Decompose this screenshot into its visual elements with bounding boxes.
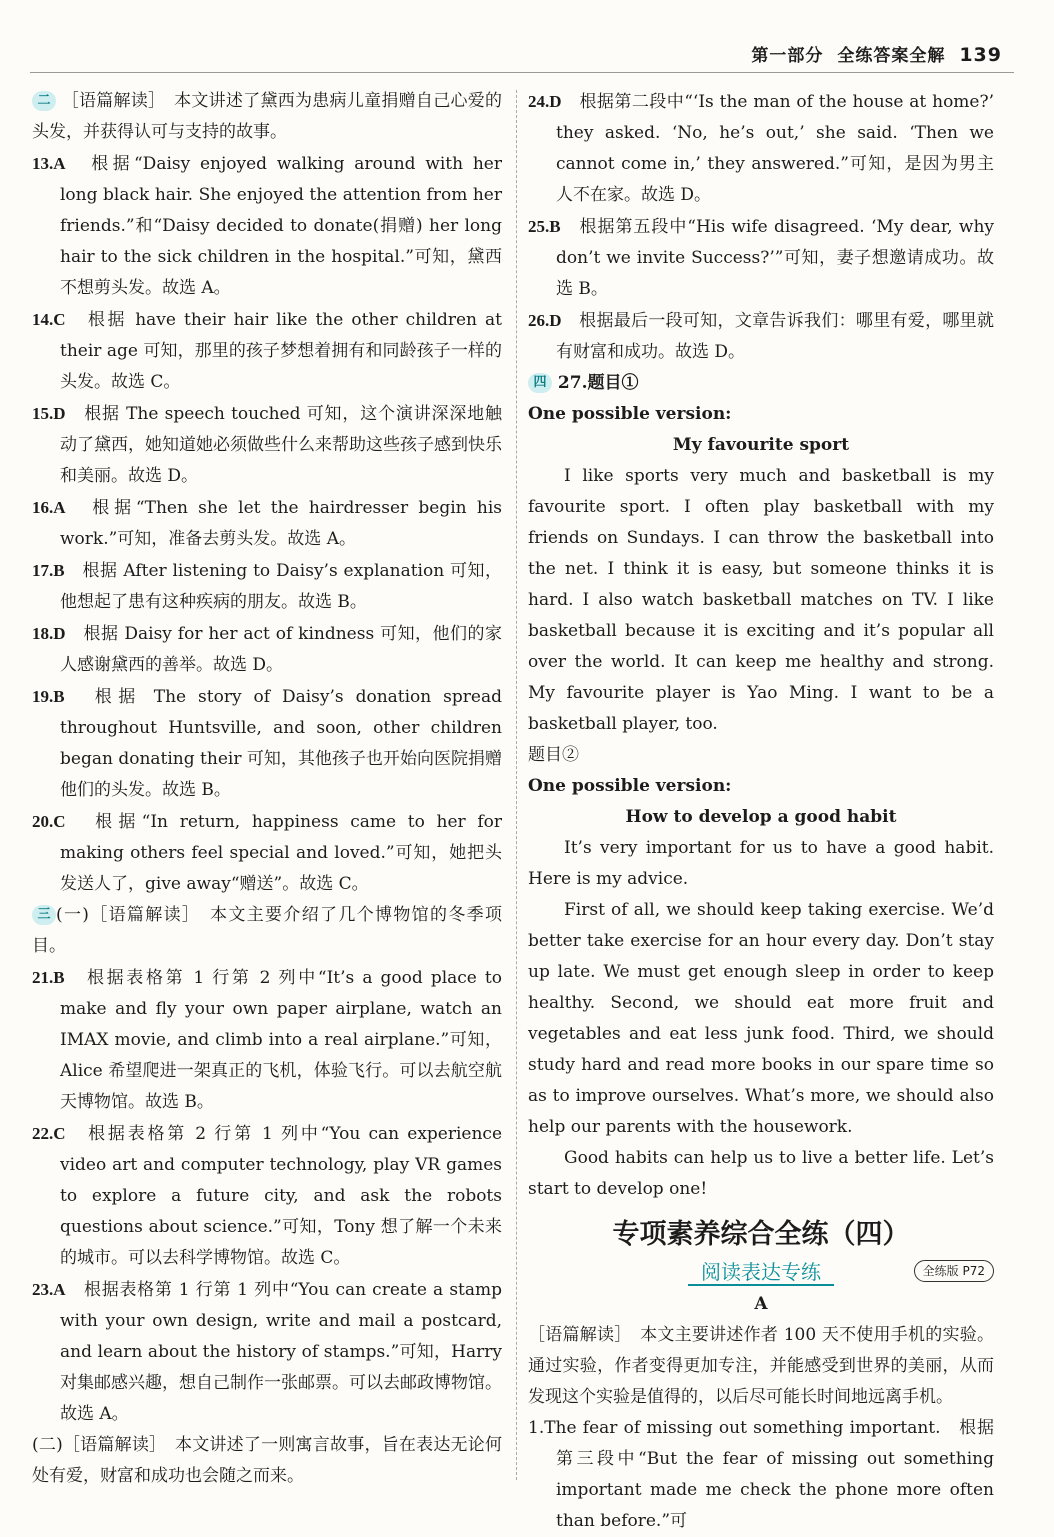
header-part: 第一部分 xyxy=(751,46,824,66)
answer-21: 21.B 根据表格第 1 行第 2 列中“It’s a good place to make and fly your own paper airplane, watch an IMAX movie, and climb into a real airplane.”可知，Alice 希望爬进一架真正的飞机，体验飞行。可以去航空航天博物馆。故选 B。 xyxy=(32,968,503,1112)
section-subtitle: 阅读表达专练 xyxy=(528,1255,994,1289)
version-label-2: One possible version: xyxy=(528,776,732,796)
answer-26: 26.D 根据最后一段可知，文章告诉我们：哪里有爱，哪里就有财富和成功。故选 D。 xyxy=(528,311,995,362)
answer-19: 19.B 根据 The story of Daisy’s donation spread throughout Huntsville, and soon, other children began donating their 可知，其他孩子也开始向医院捐赠他们的头发。故选 B。 xyxy=(32,687,502,800)
section-page-tag: 全练版 P72 xyxy=(914,1260,994,1282)
answer-16: 16.A 根据“Then she let the hairdresser begin his work.”可知，准备去剪头发。故选 A。 xyxy=(32,498,502,549)
section-subtitle-row xyxy=(528,1255,994,1289)
left-column xyxy=(32,86,502,1492)
passage-intro-3: 三 (一)［语篇解读］ 本文主要介绍了几个博物馆的冬季项目。 xyxy=(32,905,502,956)
essay-2-title: How to develop a good habit xyxy=(625,807,897,827)
essay-2-paragraph-3: Good habits can help us to live a better life. Let’s start to develop one! xyxy=(528,1148,994,1199)
answer-20: 20.C 根据“In return, happiness came to her for making others feel special and loved.”可知，她把头发送人了，give away“赠送”。故选 C。 xyxy=(32,812,502,894)
answer-25: 25.B 根据第五段中“His wife disagreed. ‘My dear, why don’t we invite Success?’”可知，妻子想邀请成功。故选 B。 xyxy=(528,217,994,299)
answer-13: 13.A 根据“Daisy enjoyed walking around with her long black hair. She enjoyed the attention from her friends.”和“Daisy decided to donate(捐赠) her long hair to the sick children in the hospital.”可知，黛西不想剪头发。故选 A。 xyxy=(32,154,502,298)
essay-1-title: My favourite sport xyxy=(672,435,850,455)
answer-15: 15.D 根据 The speech touched 可知，这个演讲深深地触动了黛西，她知道她必须做些什么来帮助这些孩子感到快乐和美丽。故选 D。 xyxy=(32,404,502,486)
passage-letter: A xyxy=(754,1294,768,1314)
essay-2-paragraph-2: First of all, we should keep taking exercise. We’d better take exercise for an hour every day. Don’t stay up late. We must get enough sleep in order to keep healthy. Second, we should eat more fruit and vegetables and eat less junk food. Third, we should study hard and read more books in our spare time so as to improve ourselves. What’s more, we should also help our parents with the housework. xyxy=(528,900,994,1137)
section-badge-2: 二 xyxy=(32,91,56,111)
column-divider xyxy=(516,90,517,1480)
section-title: 专项素养综合全练（四） xyxy=(612,1219,910,1250)
essay-2-paragraph-1: It’s very important for us to have a good habit. Here is my advice. xyxy=(528,838,994,889)
topic-2-label: 题目② xyxy=(528,745,579,765)
answer-24: 24.D 根据第二段中“‘Is the man of the house at home?’ they asked. ‘No, he’s out,’ she said. ‘Then we cannot come in,’ they answered.”可知，是因为男主人不在家。故选 D。 xyxy=(528,92,995,205)
passage-a-intro: ［语篇解读］ 本文主要讲述作者 100 天不使用手机的实验。通过实验，作者变得更加专注，并能感受到世界的美丽，从而发现这个实验是值得的，以后尽可能长时间地远离手机。 xyxy=(528,1325,994,1407)
answer-22: 22.C 根据表格第 2 行第 1 列中“You can experience video art and computer technology, play VR games to explore a future city, and ask the robots questions about science.”可知，Tony 想了解一个未来的城市。可以去科学博物馆。故选 C。 xyxy=(32,1124,503,1268)
section-badge-3: 三 xyxy=(32,905,56,925)
answer-23: 23.A 根据表格第 1 行第 1 列中“You can create a stamp with your own design, write and mail a postcard, and learn about the history of stamps.”可知，Harry 对集邮感兴趣，想自己制作一张邮票。可以去邮政博物馆。故选 A。 xyxy=(32,1280,503,1424)
page-number: 139 xyxy=(959,44,1002,66)
passage-intro-2: 二 ［语篇解读］ 本文讲述了黛西为患病儿童捐赠自己心爱的头发，并获得认可与支持的故事。 xyxy=(32,91,503,142)
header-title: 全练答案全解 xyxy=(837,46,946,66)
essay-1-paragraph: I like sports very much and basketball is my favourite sport. I often play basketball with my friends on Sundays. I can throw the basketball into the net. I think it is easy, but someone thinks it is hard. I also watch basketball matches on TV. I like basketball because it is exciting and it’s popular all over the world. It can keep me healthy and strong. My favourite player is Yao Ming. I want to be a basketball player, too. xyxy=(528,466,994,734)
page-header xyxy=(751,40,1002,72)
answer-18: 18.D 根据 Daisy for her act of kindness 可知，他们的家人感谢黛西的善举。故选 D。 xyxy=(32,624,503,675)
header-rule xyxy=(30,72,1014,73)
passage-intro-3b: (二)［语篇解读］ 本文讲述了一则寓言故事，旨在表达无论何处有爱，财富和成功也会随之而来。 xyxy=(32,1435,502,1486)
answer-27-heading: 四 27.题目① xyxy=(528,368,994,399)
right-column xyxy=(528,86,994,1537)
answer-17: 17.B 根据 After listening to Daisy’s explanation 可知，他想起了患有这种疾病的朋友。故选 B。 xyxy=(32,561,502,612)
section-badge-4: 四 xyxy=(528,373,552,393)
answer-14: 14.C 根据 have their hair like the other children at their age 可知，那里的孩子梦想着拥有和同龄孩子一样的头发。故选 C。 xyxy=(32,310,503,392)
version-label-1: One possible version: xyxy=(528,404,732,424)
answer-1: 1.The fear of missing out something important. 根据第三段中“But the fear of missing out something important made me check the phone more often than before.”可 xyxy=(528,1418,994,1531)
